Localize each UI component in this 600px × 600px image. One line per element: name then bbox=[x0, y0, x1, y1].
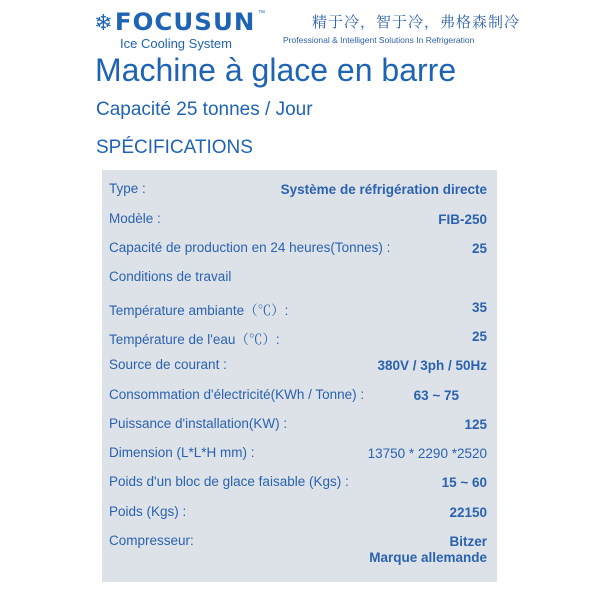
spec-label: Température ambiante（℃）: bbox=[109, 303, 289, 318]
spec-value: 15 ~ 60 bbox=[441, 475, 487, 490]
spec-value: 63 ~ 75 bbox=[413, 388, 459, 403]
tagline-chinese: 精于冷，智于冷，弗格森制冷 bbox=[312, 13, 521, 31]
spec-label: Type : bbox=[109, 181, 146, 196]
trademark-symbol: ™ bbox=[258, 10, 265, 17]
spec-value: FIB-250 bbox=[438, 212, 487, 227]
specifications-heading: SPÉCIFICATIONS bbox=[96, 137, 253, 158]
spec-label: Poids (Kgs) : bbox=[109, 504, 187, 519]
spec-label: Poids d'un bloc de glace faisable (Kgs) : bbox=[109, 474, 349, 489]
spec-label: Consommation d'électricité(KWh / Tonne) : bbox=[109, 387, 365, 402]
page-title: Machine à glace en barre bbox=[95, 52, 457, 88]
spec-label: Dimension (L*L*H mm) : bbox=[109, 445, 255, 460]
spec-value: Bitzer bbox=[449, 534, 487, 549]
spec-value: 25 bbox=[471, 241, 487, 256]
spec-label: Puissance d'installation(KW) : bbox=[109, 416, 288, 431]
snowflake-icon: ❄ bbox=[94, 11, 114, 36]
spec-value: Système de réfrigération directe bbox=[280, 182, 487, 197]
spec-label: Compresseur: bbox=[109, 533, 194, 548]
tagline-english: Professional & Intelligent Solutions In Refrigeration bbox=[283, 35, 475, 45]
spec-label: Capacité de production en 24 heures(Tonnes) : bbox=[109, 240, 391, 255]
spec-label: Conditions de travail bbox=[109, 269, 232, 284]
spec-label: Source de courant : bbox=[109, 357, 227, 372]
spec-value: 380V / 3ph / 50Hz bbox=[377, 358, 487, 373]
logo-subtitle: Ice Cooling System bbox=[120, 36, 232, 51]
spec-label: Température de l'eau（℃）: bbox=[109, 332, 280, 347]
logo-wordmark: FOCUSUN bbox=[114, 8, 256, 36]
spec-value: 35 bbox=[471, 300, 487, 315]
spec-value: 22150 bbox=[449, 505, 487, 520]
spec-value: 25 bbox=[471, 329, 487, 344]
brand-header bbox=[0, 0, 600, 52]
spec-value: 13750 * 2290 *2520 bbox=[367, 446, 487, 461]
specifications-panel bbox=[102, 170, 497, 582]
focusun-logo bbox=[92, 10, 272, 50]
spec-value: 125 bbox=[464, 417, 487, 432]
spec-value-brand-origin: Marque allemande bbox=[369, 550, 487, 565]
capacity-subtitle: Capacité 25 tonnes / Jour bbox=[96, 99, 313, 120]
spec-label: Modèle : bbox=[109, 211, 161, 226]
